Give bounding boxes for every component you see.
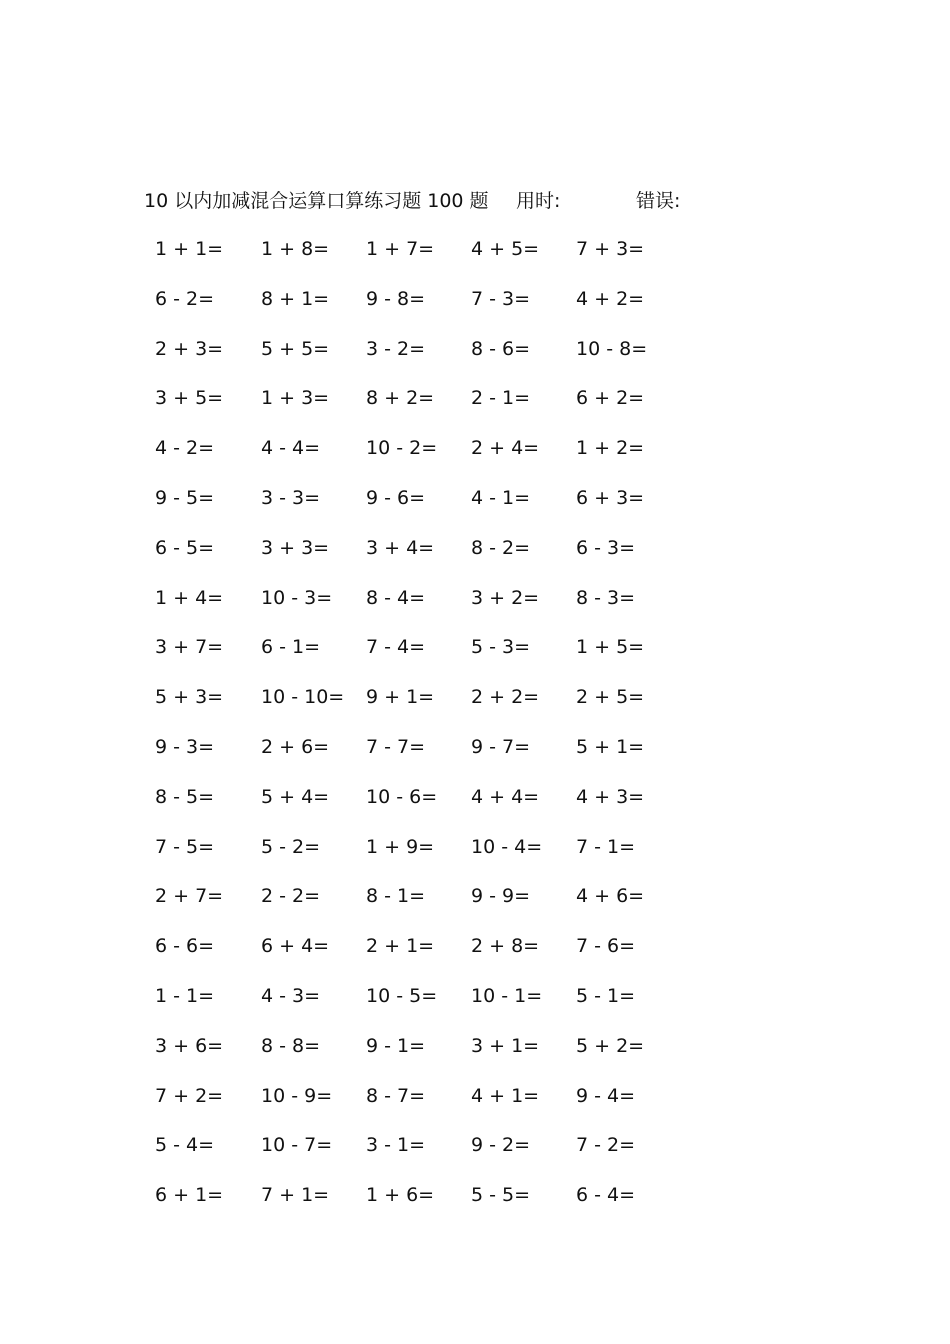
problem-item: 5 + 3= [155, 686, 224, 709]
problem-row [150, 931, 710, 981]
problem-item: 6 - 4= [576, 1184, 636, 1207]
problem-item: 4 + 3= [576, 785, 645, 808]
problem-item: 10 - 3= [261, 586, 333, 609]
problem-item: 8 - 1= [366, 885, 426, 908]
problem-item: 6 - 5= [155, 536, 215, 559]
problem-item: 10 - 10= [261, 686, 345, 709]
problem-item: 2 - 2= [261, 885, 321, 908]
problem-item: 10 - 7= [261, 1134, 333, 1157]
problem-item: 7 - 5= [155, 835, 215, 858]
problem-row [150, 433, 710, 483]
problem-row [150, 383, 710, 433]
problem-item: 10 - 2= [366, 437, 438, 460]
problem-item: 2 - 1= [471, 387, 531, 410]
problem-item: 8 - 3= [576, 586, 636, 609]
problem-item: 8 - 8= [261, 1034, 321, 1057]
problem-item: 7 - 7= [366, 735, 426, 758]
problem-item: 1 - 1= [155, 984, 215, 1007]
problem-item: 3 + 4= [366, 536, 435, 559]
problem-item: 8 - 4= [366, 586, 426, 609]
problem-item: 9 + 1= [366, 686, 435, 709]
problem-item: 4 - 2= [155, 437, 215, 460]
problem-item: 7 - 3= [471, 287, 531, 310]
problem-item: 4 - 1= [471, 486, 531, 509]
problem-row [150, 981, 710, 1031]
problem-item: 1 + 6= [366, 1184, 435, 1207]
problem-item: 6 + 4= [261, 935, 330, 958]
problem-item: 3 + 2= [471, 586, 540, 609]
problem-item: 8 + 1= [261, 287, 330, 310]
problem-item: 1 + 2= [576, 437, 645, 460]
problem-item: 3 + 7= [155, 636, 224, 659]
problem-item: 1 + 4= [155, 586, 224, 609]
problem-item: 4 + 6= [576, 885, 645, 908]
problem-row [150, 1180, 710, 1230]
problem-item: 6 + 1= [155, 1184, 224, 1207]
problem-item: 2 + 1= [366, 935, 435, 958]
problem-item: 9 - 7= [471, 735, 531, 758]
problem-item: 2 + 8= [471, 935, 540, 958]
problem-item: 3 + 3= [261, 536, 330, 559]
problem-item: 4 + 5= [471, 238, 540, 260]
problem-item: 8 + 2= [366, 387, 435, 410]
problem-item: 1 + 9= [366, 835, 435, 858]
problem-item: 6 - 1= [261, 636, 321, 659]
problem-item: 7 + 3= [576, 238, 645, 260]
problem-item: 6 - 6= [155, 935, 215, 958]
problem-item: 2 + 4= [471, 437, 540, 460]
problem-item: 5 - 3= [471, 636, 531, 659]
problem-item: 9 - 4= [576, 1084, 636, 1107]
problem-item: 10 - 6= [366, 785, 438, 808]
problem-item: 2 + 5= [576, 686, 645, 709]
problem-item: 5 - 2= [261, 835, 321, 858]
problem-row [150, 832, 710, 882]
problem-item: 8 - 6= [471, 337, 531, 360]
problem-row [150, 1130, 710, 1180]
problem-row [150, 234, 710, 284]
problem-item: 7 - 4= [366, 636, 426, 659]
problem-item: 8 - 7= [366, 1084, 426, 1107]
problem-row [150, 1081, 710, 1131]
problem-row [150, 682, 710, 732]
problem-item: 10 - 8= [576, 337, 648, 360]
problem-item: 1 + 3= [261, 387, 330, 410]
problem-item: 3 - 3= [261, 486, 321, 509]
problem-item: 4 - 3= [261, 984, 321, 1007]
problem-item: 7 - 1= [576, 835, 636, 858]
problem-item: 4 + 4= [471, 785, 540, 808]
problem-item: 5 - 5= [471, 1184, 531, 1207]
problem-item: 5 + 5= [261, 337, 330, 360]
problem-item: 9 - 6= [366, 486, 426, 509]
problem-item: 7 - 2= [576, 1134, 636, 1157]
problem-item: 8 - 2= [471, 536, 531, 559]
problem-item: 6 - 2= [155, 287, 215, 310]
time-used-label: 用时: [516, 190, 561, 212]
problem-item: 6 + 3= [576, 486, 645, 509]
problem-item: 9 - 1= [366, 1034, 426, 1057]
problem-item: 1 + 5= [576, 636, 645, 659]
problem-item: 4 - 4= [261, 437, 321, 460]
problem-item: 5 - 4= [155, 1134, 215, 1157]
problem-row [150, 732, 710, 782]
problem-item: 1 + 1= [155, 238, 224, 260]
problem-row [150, 881, 710, 931]
problem-item: 1 + 7= [366, 238, 435, 260]
problem-item: 9 - 2= [471, 1134, 531, 1157]
problem-row [150, 1031, 710, 1081]
problem-row [150, 533, 710, 583]
problem-item: 9 - 5= [155, 486, 215, 509]
problem-item: 5 + 2= [576, 1034, 645, 1057]
problem-item: 4 + 1= [471, 1084, 540, 1107]
problem-item: 2 + 6= [261, 735, 330, 758]
problem-item: 1 + 8= [261, 238, 330, 260]
problem-row [150, 334, 710, 384]
problem-item: 5 + 4= [261, 785, 330, 808]
problem-item: 10 - 4= [471, 835, 543, 858]
problem-item: 3 + 1= [471, 1034, 540, 1057]
problem-row [150, 483, 710, 533]
problem-grid [150, 234, 710, 1230]
problem-item: 10 - 5= [366, 984, 438, 1007]
problem-row [150, 583, 710, 633]
problem-item: 3 + 5= [155, 387, 224, 410]
problem-item: 8 - 5= [155, 785, 215, 808]
problem-item: 7 - 6= [576, 935, 636, 958]
problem-item: 9 - 8= [366, 287, 426, 310]
problem-item: 2 + 7= [155, 885, 224, 908]
problem-item: 7 + 1= [261, 1184, 330, 1207]
problem-item: 4 + 2= [576, 287, 645, 310]
worksheet-title: 10 以内加减混合运算口算练习题 100 题 [144, 190, 489, 212]
problem-item: 9 - 9= [471, 885, 531, 908]
problem-item: 6 + 2= [576, 387, 645, 410]
problem-item: 9 - 3= [155, 735, 215, 758]
problem-item: 5 - 1= [576, 984, 636, 1007]
error-count-label: 错误: [636, 190, 681, 212]
problem-item: 2 + 3= [155, 337, 224, 360]
problem-row [150, 632, 710, 682]
problem-item: 3 + 6= [155, 1034, 224, 1057]
problem-item: 10 - 1= [471, 984, 543, 1007]
problem-item: 6 - 3= [576, 536, 636, 559]
problem-row [150, 284, 710, 334]
problem-row [150, 782, 710, 832]
problem-item: 5 + 1= [576, 735, 645, 758]
problem-item: 3 - 2= [366, 337, 426, 360]
problem-item: 10 - 9= [261, 1084, 333, 1107]
problem-item: 7 + 2= [155, 1084, 224, 1107]
problem-item: 3 - 1= [366, 1134, 426, 1157]
problem-item: 2 + 2= [471, 686, 540, 709]
